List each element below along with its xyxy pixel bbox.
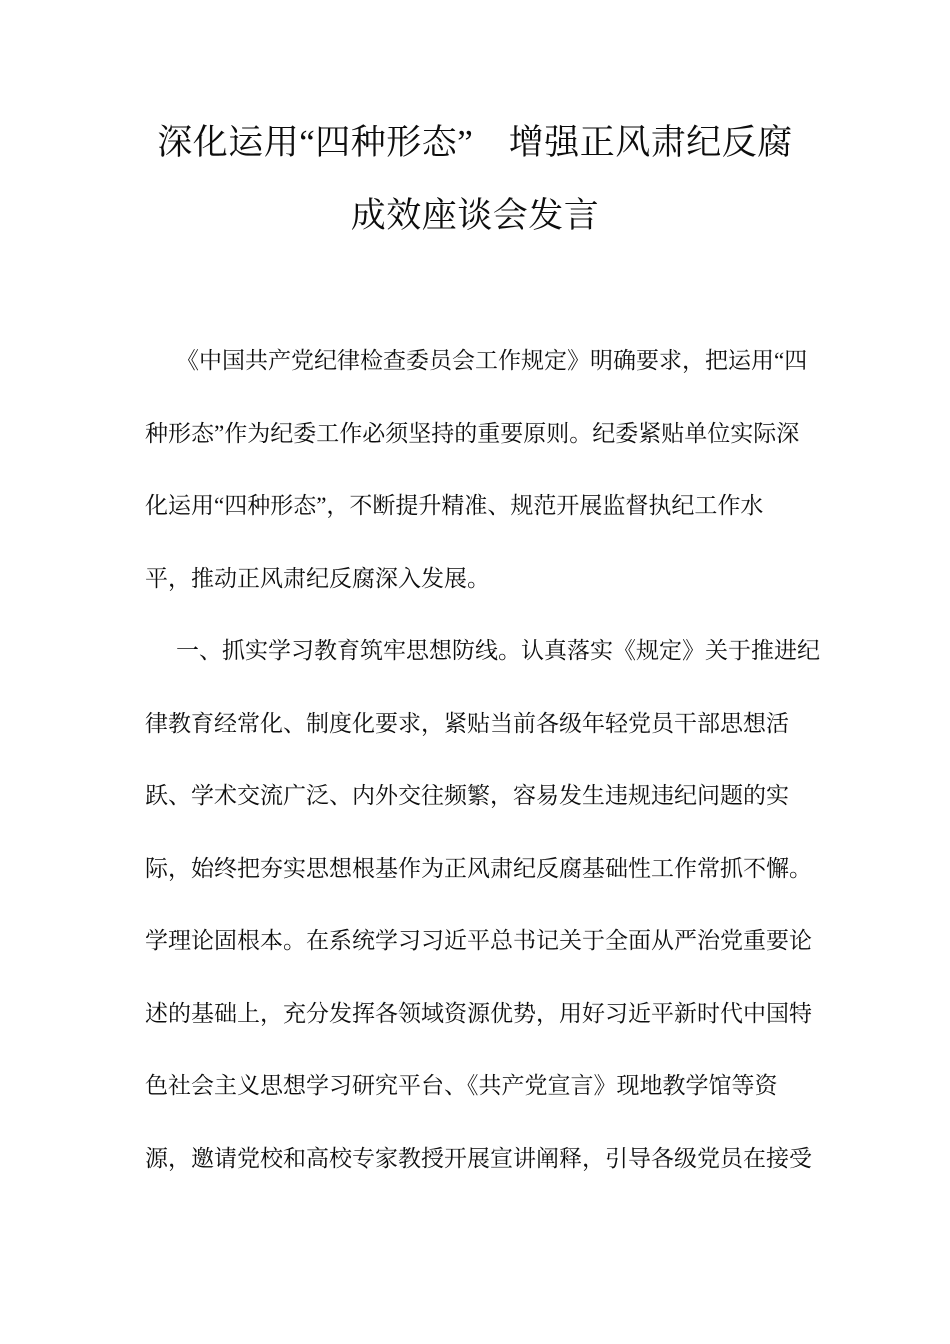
body-line: 源，邀请党校和高校专家教授开展宣讲阐释，引导各级党员在接受 [145,1145,812,1171]
document-body [145,325,840,1195]
body-line: 化运用“四种形态”，不断提升精准、规范开展监督执纪工作水 [145,493,764,518]
body-line: 平，推动正风肃纪反腐深入发展。 [145,565,490,591]
body-line: 学理论固根本。在系统学习习近平总书记关于全面从严治党重要论 [145,928,812,953]
document-title [0,106,950,252]
body-line: 律教育经常化、制度化要求，紧贴当前各级年轻党员干部思想活 [145,710,789,736]
body-line: 跃、学术交流广泛、内外交往频繁，容易发生违规违纪问题的实 [145,783,789,808]
body-line: 色社会主义思想学习研究平台、《共产党宣言》现地教学馆等资 [145,1073,778,1098]
body-line: 际，始终把夯实思想根基作为正风肃纪反腐基础性工作常抓不懈。 [145,855,812,881]
title-line-1: 深化运用“四种形态” 增强正风肃纪反腐 [157,123,793,162]
title-line-2: 成效座谈会发言 [350,196,600,235]
body-line: 述的基础上，充分发挥各领域资源优势，用好习近平新时代中国特 [145,1000,812,1026]
body-line: 《中国共产党纪律检查委员会工作规定》明确要求，把运用“四 [176,348,808,373]
body-line: 一、抓实学习教育筑牢思想防线。认真落实《规定》关于推进纪 [176,638,820,663]
body-line: 种形态”作为纪委工作必须坚持的重要原则。纪委紧贴单位实际深 [145,420,800,446]
